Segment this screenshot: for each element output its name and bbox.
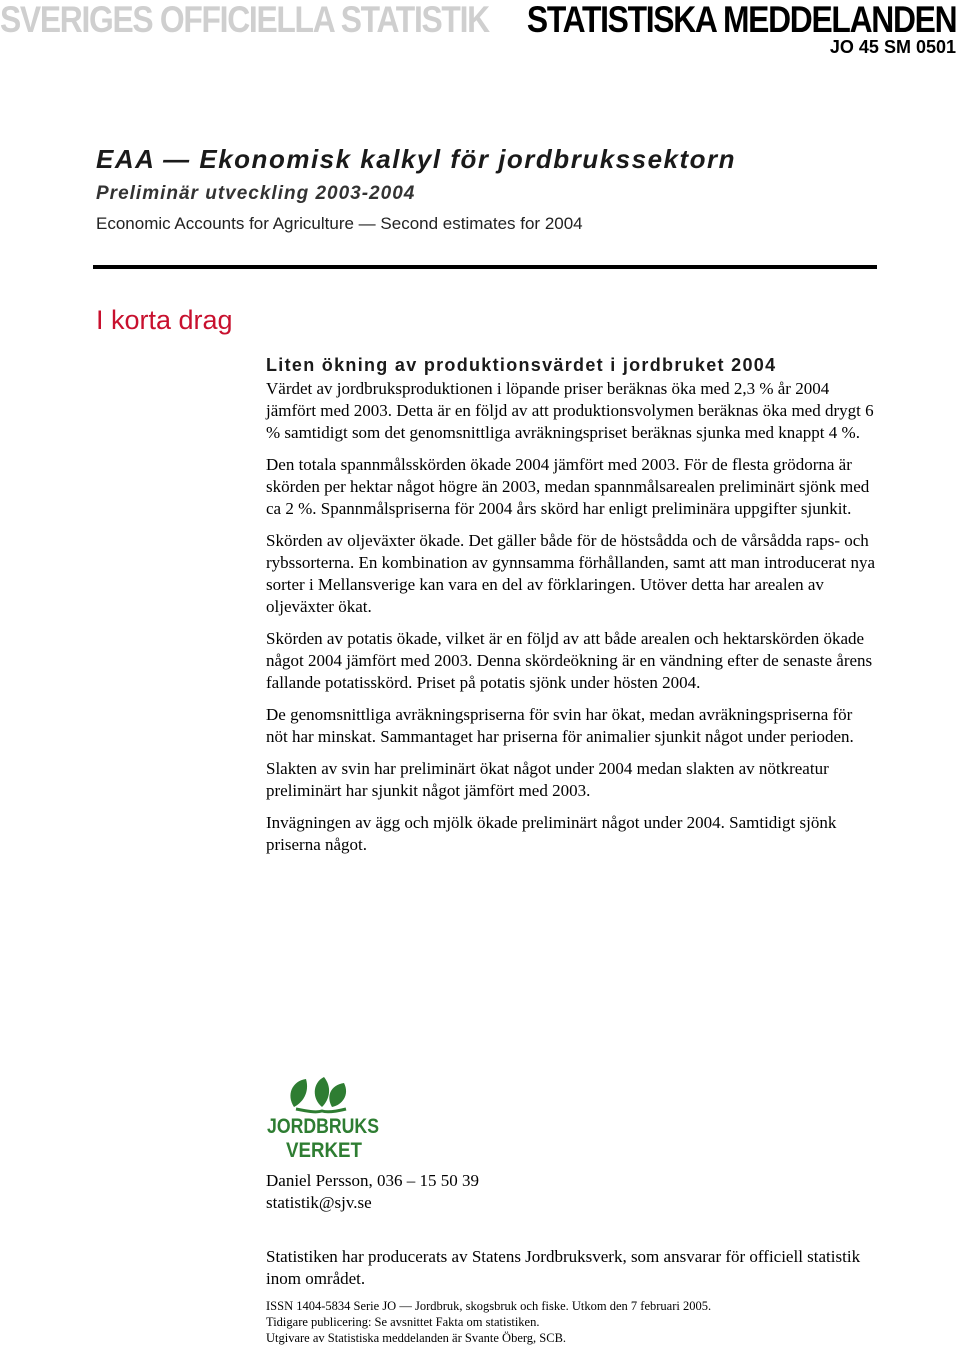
english-title: Economic Accounts for Agriculture — Second estimates for 2004: [96, 214, 583, 233]
series-code: JO 45 SM 0501: [829, 37, 956, 57]
banner-official-statistics: SVERIGES OFFICIELLA STATISTIK: [0, 0, 489, 40]
producer-statement: Statistiken har producerats av Statens Jordbruksverk, som ansvarar för officiell statistik inom området.: [266, 1247, 861, 1288]
contact-email[interactable]: statistik@sjv.se: [266, 1193, 372, 1212]
leaf-logo-icon: [266, 1077, 382, 1162]
contact-block: [266, 1170, 479, 1214]
publication-footer: [266, 1298, 711, 1346]
paragraph: Invägningen av ägg och mjölk ökade preliminärt något under 2004. Samtidigt sjönk priserna något.: [266, 813, 837, 854]
jordbruksverket-logo: [266, 1077, 382, 1162]
contact-person: Daniel Persson, 036 – 15 50 39: [266, 1171, 479, 1190]
title-divider: [93, 265, 877, 269]
logo-wordmark-line2: VERKET: [286, 1139, 363, 1162]
lead-heading: Liten ökning av produktionsvärdet i jordbruket 2004: [266, 355, 777, 375]
paragraph: Skörden av oljeväxter ökade. Det gäller både för de höstsådda och de vårsådda raps- och rybssorterna. En kombination av gynnsamma förhållanden, samt att man introducerat nya sorter i Mellansverige kan vara en del av förklaringen. Utöver detta har arealen av oljeväxter ökat.: [266, 531, 875, 616]
document-subtitle: Preliminär utveckling 2003-2004: [96, 183, 416, 204]
paragraph: Slakten av svin har preliminärt ökat något under 2004 medan slakten av nötkreatur preliminärt har sjunkit något jämfört med 2003.: [266, 759, 829, 800]
section-heading: I korta drag: [96, 305, 233, 335]
document-title: EAA — Ekonomisk kalkyl för jordbrukssektorn: [96, 144, 737, 174]
paragraph: Skörden av potatis ökade, vilket är en följd av att både arealen och hektarskörden ökade något 2004 jämfört med 2003. Denna skördeökning är en vändning efter de senaste årens fallande potatisskörd. Priset på potatis sjönk under hösten 2004.: [266, 629, 873, 692]
paragraph: Värdet av jordbruksproduktionen i löpande priser beräknas öka med 2,3 % år 2004 jämfört med 2003. Detta är en följd av att produktionsvolymen beräknas öka med drygt 6 % samtidigt som det genomsnittliga avräkningspriset beräknas sjunka med knappt 4 %.: [266, 379, 874, 442]
summary-body: [266, 352, 876, 866]
footer-issn-line: ISSN 1404-5834 Serie JO — Jordbruk, skogsbruk och fiske. Utkom den 7 februari 2005.: [266, 1299, 712, 1313]
paragraph: Den totala spannmålsskörden ökade 2004 jämfört med 2003. För de flesta grödorna är skörden per hektar något högre än 2003, medan spannmålsarealen preliminärt sjönk med ca 2 %. Spannmålspriserna för 2004 års skörd har enligt preliminära uppgifter sjunkit.: [266, 455, 870, 518]
paragraph: De genomsnittliga avräkningspriserna för svin har ökat, medan avräkningspriserna för nöt har minskat. Sammantaget har priserna för animalier sjunkit något under perioden.: [266, 705, 854, 746]
banner-statistical-reports: STATISTISKA MEDDELANDEN: [526, 0, 956, 40]
logo-wordmark-line1: JORDBRUKS: [267, 1115, 379, 1138]
footer-publisher: Utgivare av Statistiska meddelanden är Svante Öberg, SCB.: [266, 1331, 567, 1345]
footer-previous-publication: Tidigare publicering: Se avsnittet Fakta om statistiken.: [266, 1315, 540, 1329]
